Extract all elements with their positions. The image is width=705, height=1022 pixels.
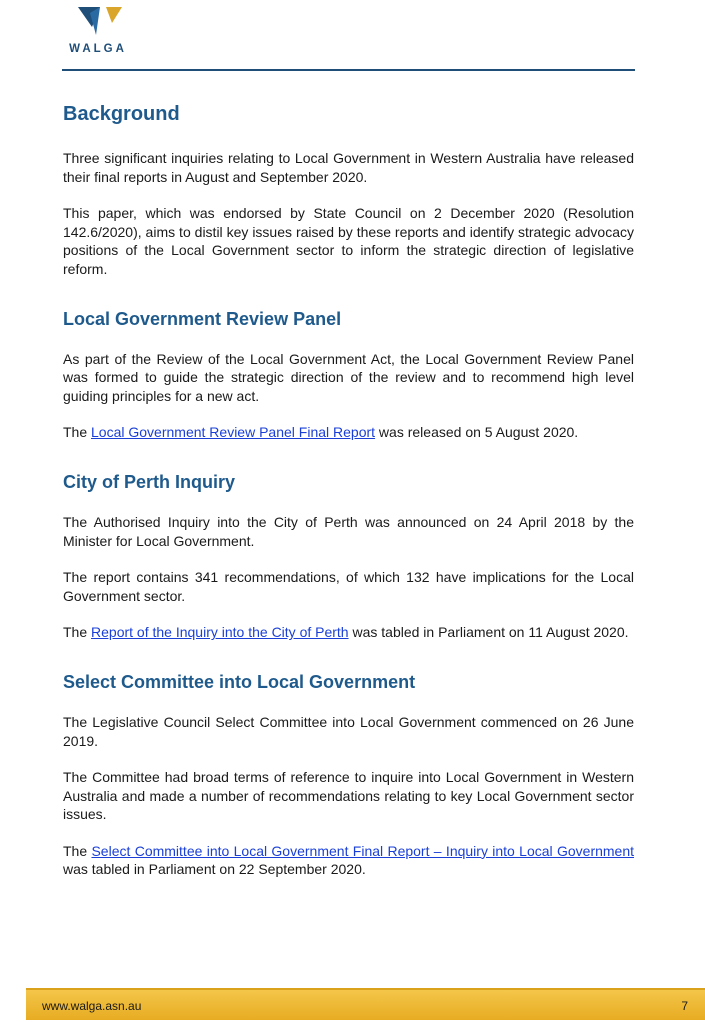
select-committee-paragraph-3: [63, 842, 634, 879]
review-panel-prefix: The: [63, 424, 92, 441]
review-panel-heading: Local Government Review Panel: [63, 308, 342, 329]
walga-logo: [62, 5, 134, 57]
select-committee-suffix: was tabled in Parliament on 22 September 2020.: [63, 861, 366, 878]
walga-logo-icon: [78, 5, 124, 41]
background-paragraph-2: This paper, which was endorsed by State Council on 2 December 2020 (Resolution 142.6/2020), aims to distil key issues raised by these reports and identify strategic advocacy positions of the Local Government sector to inform the strategic direction of legislative reform.: [63, 205, 634, 277]
perth-inquiry-heading: City of Perth Inquiry: [63, 471, 236, 492]
select-committee-prefix: The: [63, 842, 92, 859]
perth-inquiry-prefix: The: [63, 624, 92, 641]
review-panel-report-link[interactable]: Local Government Review Panel Final Report: [91, 424, 376, 441]
perth-inquiry-report-link[interactable]: Report of the Inquiry into the City of Perth: [91, 624, 349, 641]
header-divider: [62, 69, 635, 71]
select-committee-paragraph-2: The Committee had broad terms of reference to inquire into Local Government in Western Australia and made a number of recommendations relating to key Local Government sector issues.: [63, 769, 634, 823]
perth-inquiry-paragraph-1: The Authorised Inquiry into the City of Perth was announced on 24 April 2018 by the Minister for Local Government.: [63, 513, 634, 549]
background-paragraph-1: Three significant inquiries relating to Local Government in Western Australia have released their final reports in August and September 2020.: [63, 150, 634, 185]
perth-inquiry-paragraph-2: The report contains 341 recommendations, of which 132 have implications for the Local Government sector.: [63, 569, 634, 604]
select-committee-paragraph-1: The Legislative Council Select Committee into Local Government commenced on 26 June 2019.: [63, 713, 634, 749]
review-panel-paragraph-1: As part of the Review of the Local Government Act, the Local Government Review Panel was formed to guide the strategic direction of the review and to recommend high level guiding principles for a new act.: [63, 350, 634, 404]
perth-inquiry-paragraph-3: [63, 623, 634, 642]
footer-url: www.walga.asn.au: [42, 999, 142, 1013]
background-heading: Background: [63, 103, 180, 125]
footer-bar: [26, 988, 705, 1020]
review-panel-paragraph-2: [63, 423, 634, 442]
perth-inquiry-suffix: was tabled in Parliament on 11 August 2020.: [348, 624, 629, 641]
logo-wordmark: WALGA: [69, 43, 127, 55]
page-number: 7: [681, 999, 688, 1013]
document-body: [63, 100, 634, 897]
review-panel-suffix: was released on 5 August 2020.: [375, 424, 579, 441]
select-committee-heading: Select Committee into Local Government: [63, 671, 416, 692]
select-committee-report-link[interactable]: Select Committee into Local Government Final Report – Inquiry into Local Government: [91, 842, 635, 859]
